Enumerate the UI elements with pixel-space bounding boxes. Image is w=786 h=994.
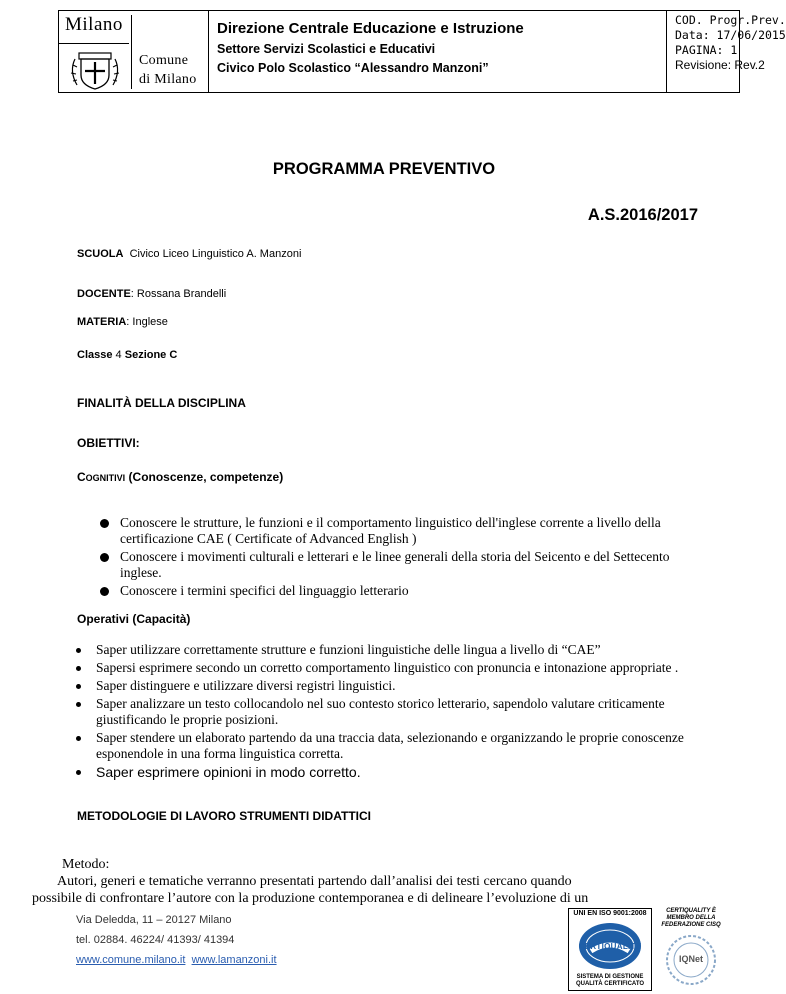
materia-field <box>77 316 168 328</box>
scuola-label: SCUOLA <box>77 248 124 260</box>
header-school: Civico Polo Scolastico “Alessandro Manzoni” <box>217 61 489 75</box>
meta-data: Data: 17/06/2015 <box>675 28 786 42</box>
operativi-heading: Operativi (Capacità) <box>77 612 191 626</box>
list-item: Conoscere le strutture, le funzioni e il comportamento linguistico dell'inglese corrente a livello della certificazione CAE ( Certificate of Advanced English ) <box>100 515 680 547</box>
milano-logo-text: Milano <box>65 14 123 35</box>
cert-word: CERTIQUALITY <box>578 942 642 951</box>
scuola-value: Civico Liceo Linguistico A. Manzoni <box>129 248 302 260</box>
comune-text <box>139 51 197 89</box>
docente-label: DOCENTE <box>77 288 131 300</box>
school-year: A.S.2016/2017 <box>587 206 698 224</box>
header-meta <box>675 13 786 72</box>
metodo-line1: Autori, generi e tematiche verranno presentati partendo dall’analisi dei testi cercano quando <box>57 874 572 889</box>
footer-address: Via Deledda, 11 – 20127 Milano <box>76 914 232 926</box>
cognitivi-rest: OGNITIVI <box>85 473 126 483</box>
header-meta-cell <box>667 11 786 92</box>
list-item: Saper utilizzare correttamente strutture e funzioni linguistiche delle lingua a livello di “CAE” <box>76 642 696 658</box>
sezione-label: Sezione C <box>124 349 178 361</box>
footer-tel: tel. 02884. 46224/ 41393/ 41394 <box>76 934 235 946</box>
cert-iso: UNI EN ISO 9001:2008 <box>573 910 647 917</box>
header-title-cell <box>209 11 667 92</box>
page-title: PROGRAMMA PREVENTIVO <box>272 160 496 178</box>
metodologie-heading: METODOLOGIE DI LAVORO STRUMENTI DIDATTICI <box>77 809 371 823</box>
cert-bottom2: QUALITÀ CERTIFICATO <box>575 981 645 987</box>
scuola-field <box>77 248 301 260</box>
iqnet-logo: IQNet <box>678 954 703 964</box>
metodo-label: Metodo: <box>62 857 110 872</box>
list-item: Saper distinguere e utilizzare diversi registri linguistici. <box>76 678 696 694</box>
materia-label: MATERIA <box>77 316 127 328</box>
meta-pagina: PAGINA: 1 <box>675 43 738 57</box>
operativi-list <box>76 642 696 782</box>
list-item: Saper stendere un elaborato partendo da una traccia data, selezionando e organizzando le proprie conoscenze esponendole in una forma linguistica corretta. <box>76 730 696 762</box>
footer-links <box>76 954 277 966</box>
finalita-heading: FINALITÀ DELLA DISCIPLINA <box>77 396 246 410</box>
logo-cell <box>59 11 209 92</box>
list-item: Conoscere i movimenti culturali e letterari e le linee generali della storia del Seicento e del Settecento inglese. <box>100 549 680 581</box>
meta-cod: COD. Progr.Prev. <box>675 13 786 27</box>
city-crest-icon <box>65 51 125 91</box>
classe-field <box>77 349 177 361</box>
logo-divider <box>59 43 129 44</box>
docente-field <box>77 288 226 300</box>
iqnet-text: CERTIQUALITY È MEMBRO DELLA FEDERAZIONE CISQ <box>661 908 721 928</box>
classe-label: Classe <box>77 349 113 361</box>
classe-value: 4 <box>115 349 122 361</box>
iqnet-badge <box>655 908 727 991</box>
list-item: Sapersi esprimere secondo un corretto comportamento linguistico con pronuncia e intonazione appropriate . <box>76 660 696 676</box>
list-item: Conoscere i termini specifici del linguaggio letterario <box>100 583 680 599</box>
comune-line1: Comune <box>139 53 189 68</box>
comune-link[interactable]: www.comune.milano.it <box>76 954 186 966</box>
cognitivi-list <box>100 515 680 601</box>
comune-line2: di Milano <box>139 72 197 87</box>
logo-vertical-divider <box>131 15 132 89</box>
list-item: Saper esprimere opinioni in modo corretto. <box>76 764 696 780</box>
docente-value: : Rossana Brandelli <box>130 288 227 300</box>
materia-value: : Inglese <box>126 316 168 328</box>
lamanzoni-link[interactable]: www.lamanzoni.it <box>191 954 277 966</box>
list-item: Saper analizzare un testo collocandolo nel suo contesto storico letterario, sapendolo valutare criticamente giustificando le proprie posizioni. <box>76 696 696 728</box>
cert-bottom1: SISTEMA DI GESTIONE <box>576 974 644 980</box>
header-sector: Settore Servizi Scolastici e Educativi <box>217 42 436 56</box>
cert-bottom <box>569 974 651 988</box>
cognitivi-cap: C <box>77 470 86 484</box>
cognitivi-paren: (Conoscenze, competenze) <box>128 470 284 484</box>
cognitivi-heading <box>77 470 283 484</box>
header-direction: Direzione Centrale Educazione e Istruzione <box>217 20 524 37</box>
metodo-line2: possibile di confrontare l’autore con la produzione contemporanea e di delineare l’evoluzione di un <box>32 891 589 906</box>
certiquality-badge <box>568 908 652 991</box>
document-header <box>58 10 786 93</box>
meta-revisione: Revisione: Rev.2 <box>675 58 765 72</box>
obiettivi-heading: OBIETTIVI: <box>77 436 140 450</box>
